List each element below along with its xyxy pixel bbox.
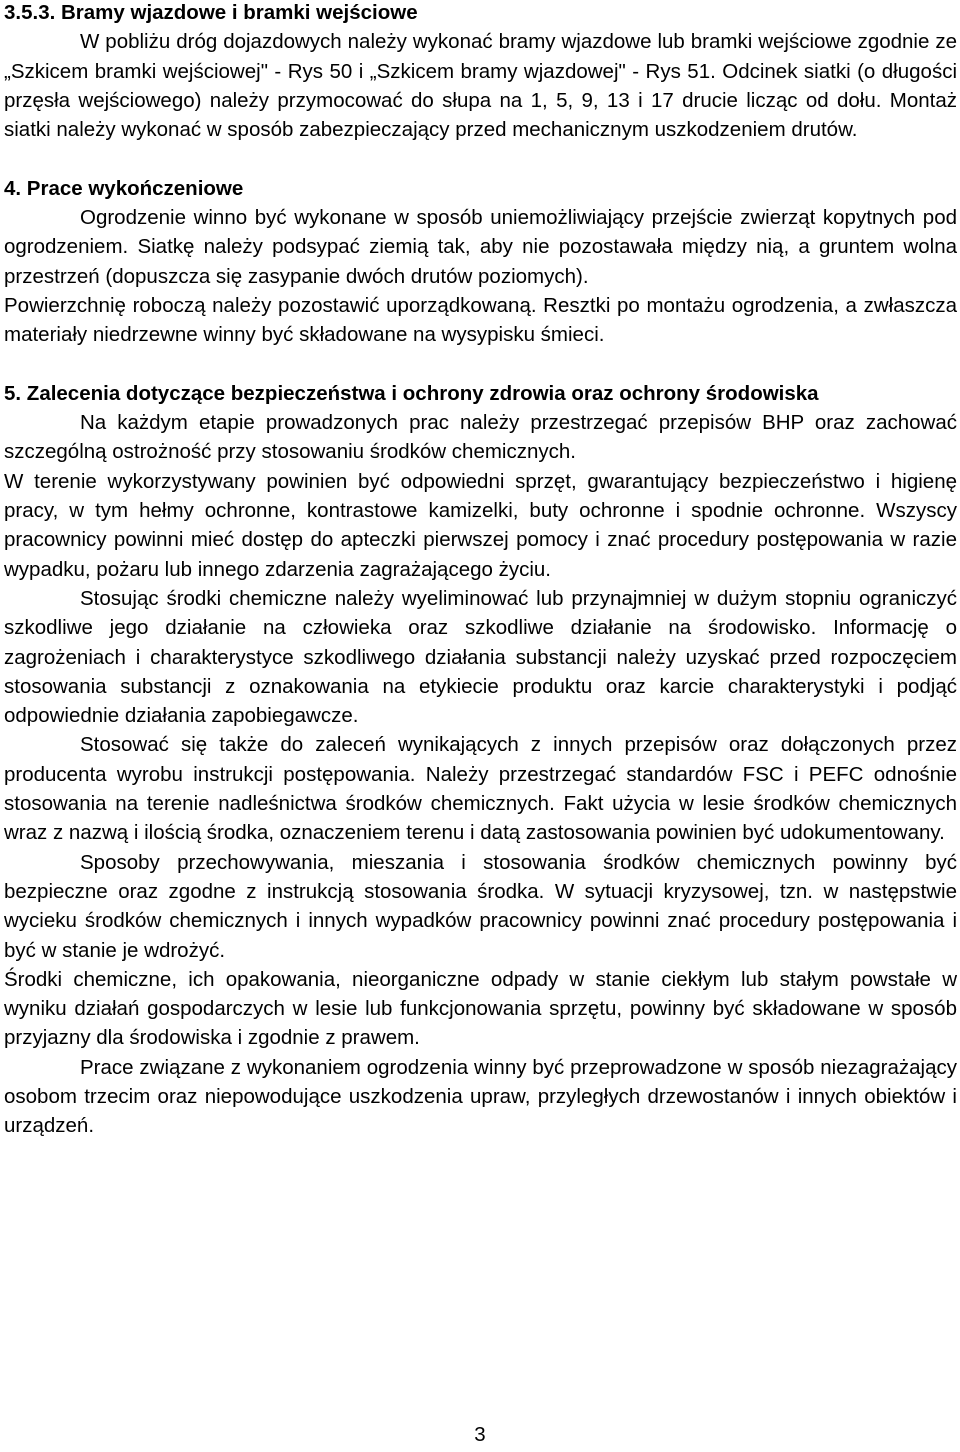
paragraph: Sposoby przechowywania, mieszania i stosowania środków chemicznych powinny być bezpieczne oraz zgodne z instrukcją stosowania środka. W sytuacji kryzysowej, tzn. w następstwie wycieku środków chemicznych i innych wypadków pracownicy powinni znać procedury postępowania i być w stanie je wdrożyć. bbox=[4, 850, 957, 962]
section-heading-3-5-3: 3.5.3. Bramy wjazdowe i bramki wejściowe bbox=[4, 1, 418, 24]
paragraph: Środki chemiczne, ich opakowania, nieorganiczne odpady w stanie ciekłym lub stałym powstałe w wyniku działań gospodarczych w lesie lub funkcjonowania sprzętu, powinny być składowane w sposób przyjazny dla środowiska i zgodnie z prawem. bbox=[4, 967, 957, 1050]
paragraph: W pobliżu dróg dojazdowych należy wykonać bramy wjazdowe lub bramki wejściowe zgodnie ze „Szkicem bramki wejściowej" - Rys 50 i „Szkicem bramy wjazdowej" - Rys 51. Odcinek siatki (o długości przęsła wejściowego) należy przymocować do słupa na 1, 5, 9, 13 i 17 drucie licząc od dołu. Montaż siatki należy wykonać w sposób zabezpieczający przed mechanicznym uszkodzeniem drutów. bbox=[4, 30, 957, 142]
paragraph: Stosując środki chemiczne należy wyeliminować lub przynajmniej w dużym stopniu ograniczyć szkodliwe jego działanie na człowieka oraz szkodliwe działanie na środowisko. Informację o zagrożeniach i charakterystyce szkodliwego działania substancji należy uzyskać przed rozpoczęciem stosowania substancji z oznakowania na etykiecie produktu oraz karcie charakterystyki i podjąć odpowiednie działania zapobiegawcze. bbox=[4, 586, 957, 728]
paragraph: Prace związane z wykonaniem ogrodzenia winny być przeprowadzone w sposób niezagrażający osobom trzecim oraz niepowodujące uszkodzenia upraw, przyległych drzewostanów i innych obiektów i urządzeń. bbox=[4, 1055, 957, 1138]
section-heading-4: 4. Prace wykończeniowe bbox=[4, 176, 244, 200]
document-page bbox=[4, 0, 957, 1141]
paragraph: Ogrodzenie winno być wykonane w sposób uniemożliwiający przejście zwierząt kopytnych pod ogrodzeniem. Siatkę należy podsypać ziemią tak, aby nie pozostawała między nią, a gruntem wolna przestrzeń (dopuszcza się zasypanie dwóch drutów poziomych). bbox=[4, 206, 957, 288]
section-heading-5: 5. Zalecenia dotyczące bezpieczeństwa i ochrony zdrowia oraz ochrony środowiska bbox=[4, 381, 819, 405]
paragraph: W terenie wykorzystywany powinien być odpowiedni sprzęt, gwarantujący bezpieczeństwo i higienę pracy, w tym hełmy ochronne, kontrastowe kamizelki, buty ochronne i spodnie ochronne. Wszyscy pracownicy powinni mieć dostęp do apteczki pierwszej pomocy i znać procedury postępowania w razie wypadku, pożaru lub innego zdarzenia zagrażającego życiu. bbox=[4, 469, 957, 581]
paragraph: Powierzchnię roboczą należy pozostawić uporządkowaną. Resztki po montażu ogrodzenia, a zwłaszcza materiały niedrzewne winny być składowane na wysypisku śmieci. bbox=[4, 293, 957, 347]
page-number: 3 bbox=[474, 1423, 486, 1446]
paragraph: Na każdym etapie prowadzonych prac należy przestrzegać przepisów BHP oraz zachować szczególną ostrożność przy stosowaniu środków chemicznych. bbox=[4, 411, 957, 464]
paragraph: Stosować się także do zaleceń wynikających z innych przepisów oraz dołączonych przez producenta wyrobu instrukcji postępowania. Należy przestrzegać standardów FSC i PEFC odnośnie stosowania na terenie nadleśnictwa środków chemicznych. Fakt użycia w lesie środków chemicznych wraz z nazwą i ilością środka, oznaczeniem terenu i datą zastosowania powinien być udokumentowany. bbox=[4, 733, 957, 845]
